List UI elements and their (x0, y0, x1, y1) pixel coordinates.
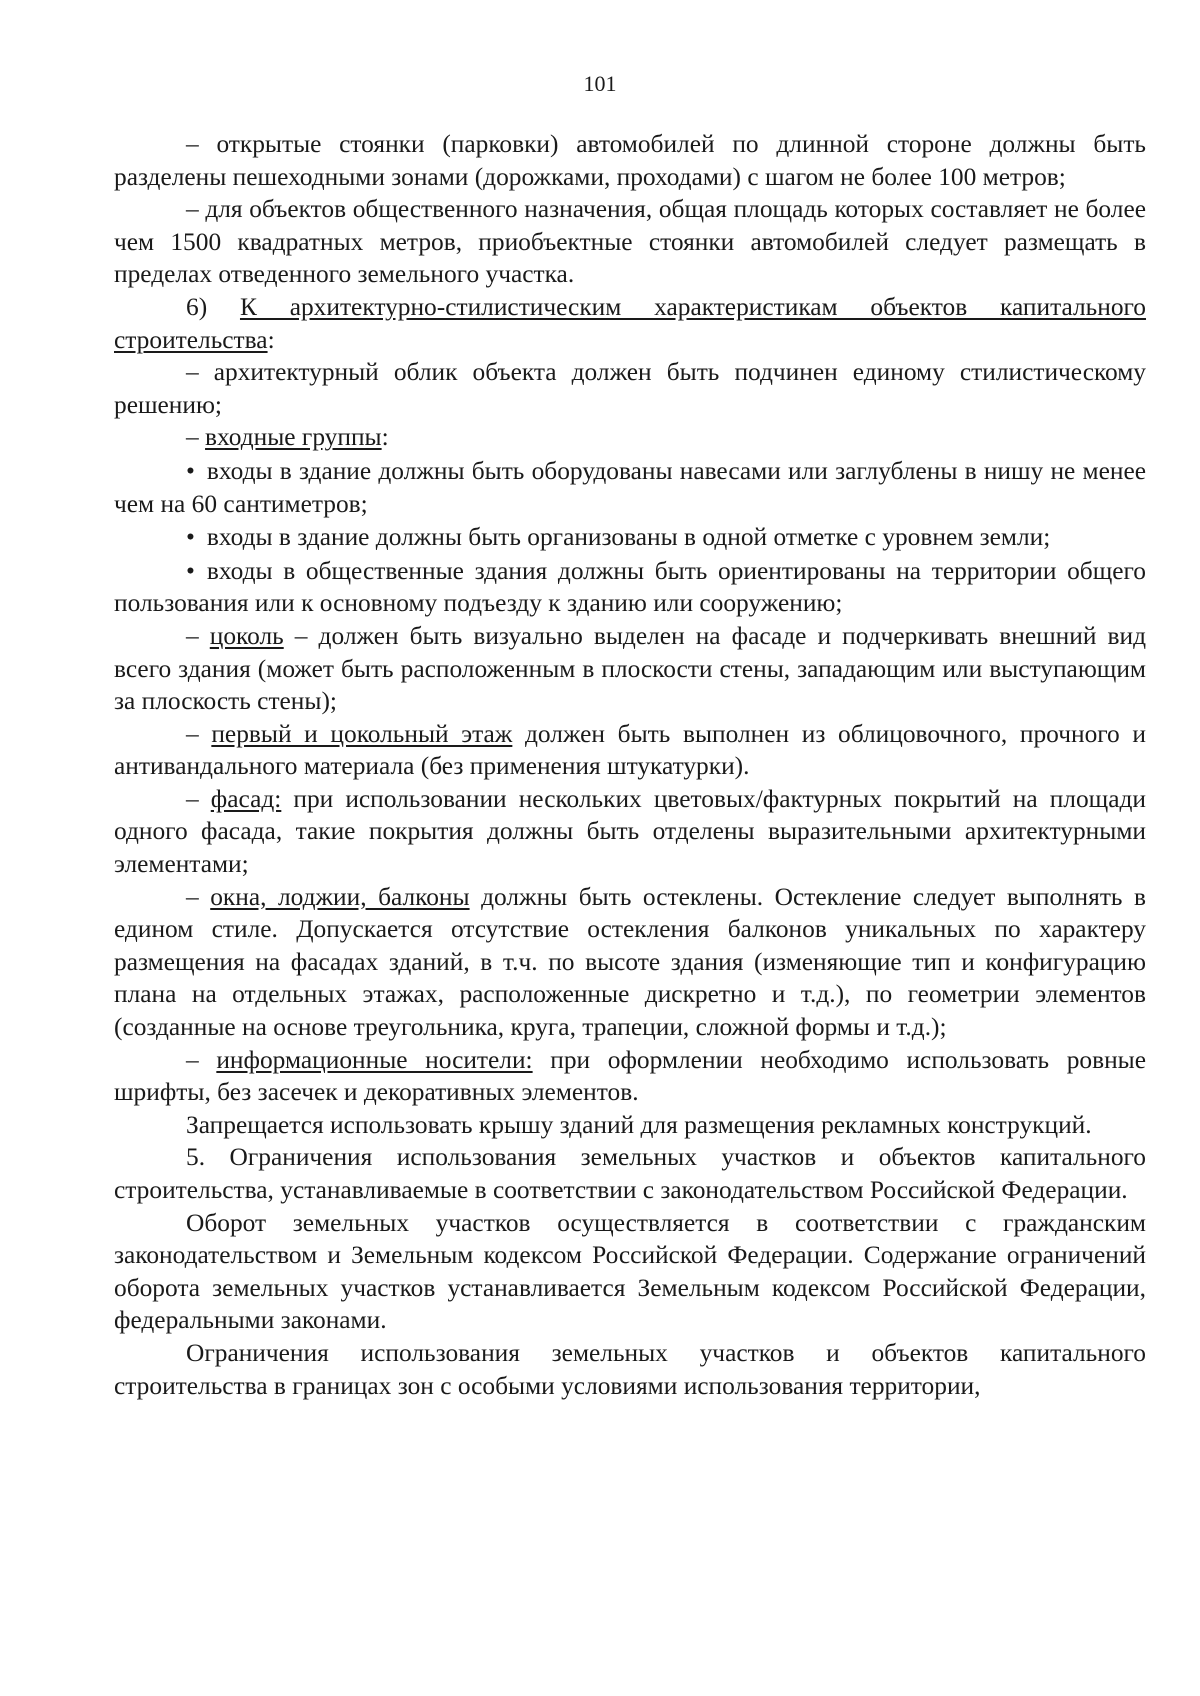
underlined-term: первый и цокольный этаж (211, 719, 513, 748)
paragraph-parking-zones: – открытые стоянки (парковки) автомобилей по длинной стороне должны быть разделены пешеходными зонами (дорожками, проходами) с шагом не более 100 метров; (114, 130, 1146, 191)
paragraph-architectural-heading (114, 291, 1146, 356)
page-number: 101 (583, 71, 617, 96)
paragraph-plinth (114, 620, 1146, 718)
bullet-icon: • (186, 556, 195, 585)
bullet-item-ground-level (114, 521, 1146, 554)
underlined-heading: К архитектурно-стилистическим характеристикам объектов капитального строительства (114, 292, 1147, 354)
bullet-text: входы в здание должны быть оборудованы навесами или заглублены в нишу не менее чем на 60 сантиметров; (114, 456, 1146, 518)
paragraph-special-zones: Ограничения использования земельных участков и объектов капитального строительства в границах зон с особыми условиями использования территории, (114, 1338, 1146, 1400)
heading-colon: : (267, 325, 275, 354)
underlined-term: окна, лоджии, балконы (210, 882, 470, 911)
paragraph-info-carriers (114, 1044, 1146, 1109)
bullet-icon: • (186, 456, 195, 485)
paragraph-roof-advertising: Запрещается использовать крышу зданий для размещения рекламных конструкций. (186, 1110, 1092, 1139)
dash-prefix: – (186, 719, 212, 748)
paragraph-parking-public-objects: – для объектов общественного назначения, общая площадь которых составляет не более чем 1500 квадратных метров, приобъектные стоянки автомобилей следует размещать в пределах отведенного земельного участка. (114, 195, 1146, 289)
underlined-term: входные группы (205, 423, 382, 452)
paragraph-text: при оформлении необходимо использовать ровные шрифты, без засечек и декоративных элементов. (114, 1045, 1146, 1107)
bullet-item-canopies (114, 455, 1146, 520)
paragraph-architectural-appearance: – архитектурный облик объекта должен быть подчинен единому стилистическому решению; (114, 358, 1146, 419)
paragraph-facade (114, 783, 1146, 881)
bullet-item-orientation (114, 555, 1146, 620)
bullet-icon: • (186, 523, 195, 552)
dash-prefix: – (186, 423, 206, 452)
dash-prefix: – (186, 784, 211, 813)
underlined-term: фасад: (210, 784, 282, 813)
paragraph-section-5: 5. Ограничения использования земельных участков и объектов капитального строительства, устанавливаемые в соответствии с законодательством Российской Федерации. (114, 1143, 1146, 1204)
term-colon: : (381, 423, 389, 452)
paragraph-text: должны быть остеклены. Остекление следует выполнять в едином стиле. Допускается отсутствие остекления балконов уникальных по характеру размещения на фасадах зданий, в т.ч. по высоте здания (изменяющие тип и конфигурацию плана на отдельных этажах, расположенные дискретно и т.д.), по геометрии элементов (созданные на основе треугольника, круга, трапеции, сложной формы и т.д.); (114, 882, 1146, 1042)
underlined-term: информационные носители: (216, 1045, 533, 1074)
paragraph-text: должен быть выполнен из облицовочного, прочного и антивандального материала (без применения штукатурки). (114, 719, 1146, 781)
bullet-text: входы в общественные здания должны быть ориентированы на территории общего пользования или к основному подъезду к зданию или сооружению; (114, 556, 1146, 618)
paragraph-land-turnover: Оборот земельных участков осуществляется в соответствии с гражданским законодательством и Земельным кодексом Российской Федерации. Содержание ограничений оборота земельных участков устанавливается Земельным кодексом Российской Федерации, федеральными законами. (114, 1208, 1146, 1335)
dash-prefix: – (186, 882, 211, 911)
paragraph-first-floor (114, 718, 1146, 783)
document-body (114, 128, 1146, 1402)
paragraph-text: – должен быть визуально выделен на фасаде и подчеркивать внешний вид всего здания (может быть расположенным в плоскости стены, западающим или выступающим за плоскость стены); (114, 621, 1146, 716)
item-number: 6) (186, 292, 240, 321)
dash-prefix: – (186, 621, 210, 650)
bullet-text: входы в здание должны быть организованы в одной отметке с уровнем земли; (206, 523, 1051, 552)
underlined-term: цоколь (209, 621, 284, 650)
dash-prefix: – (186, 1045, 217, 1074)
paragraph-windows (114, 881, 1146, 1044)
paragraph-text: при использовании нескольких цветовых/фактурных покрытий на площади одного фасада, такие покрытия должны быть отделены выразительными архитектурными элементами; (114, 784, 1146, 879)
paragraph-entrance-groups (114, 421, 1146, 454)
